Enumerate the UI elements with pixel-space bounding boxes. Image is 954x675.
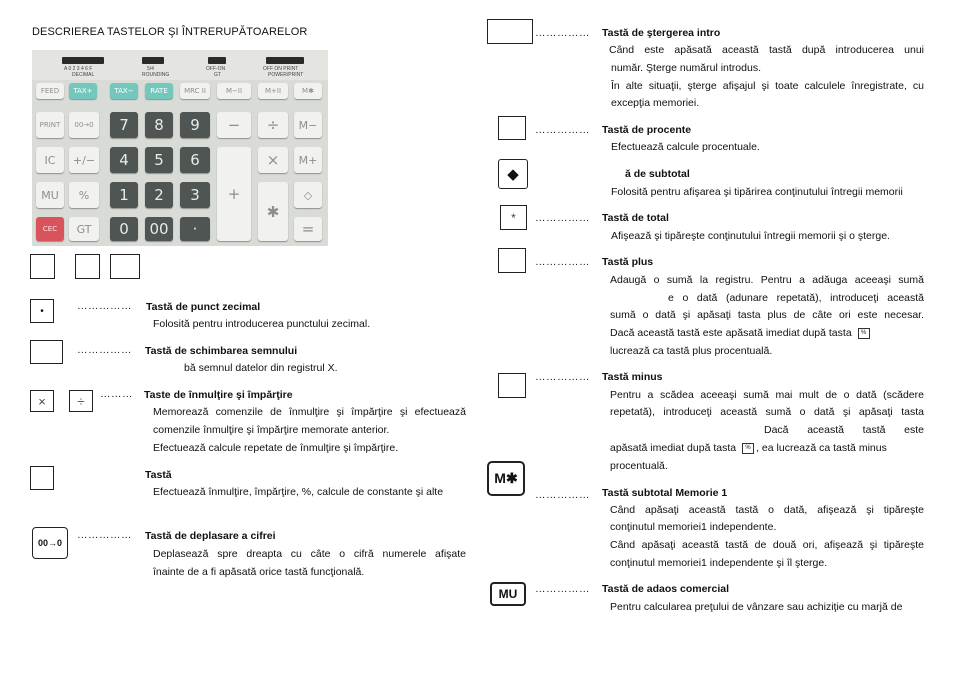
leader-dots: ……… <box>100 388 133 400</box>
total-star-key-icon: * <box>500 205 527 230</box>
multiply-divide-desc-3: Efectuează calcule repetate de înmulţire şi împărţire. <box>153 442 399 454</box>
key-box-blank-2 <box>75 254 100 279</box>
leader-dots: …………… <box>535 27 590 39</box>
key-m-star: M✱ <box>294 83 322 99</box>
digit-shift-title: Tastă de deplasare a cifrei <box>145 530 276 542</box>
power-print-switch-positions: OFF ON PRINT <box>263 66 299 72</box>
subtotal-diamond-key-icon: ◆ <box>498 159 528 189</box>
plus-desc-4: Dacă această tastă este apăsată imediat după tasta <box>610 327 852 339</box>
multiply-divide-desc-2: comenzile înmulţire şi împărţire memorate anterior. <box>153 424 390 436</box>
gt-switch <box>208 57 226 64</box>
decimal-point-desc: Folosită pentru introducerea punctului zecimal. <box>153 318 371 330</box>
minus-desc-4-line <box>610 439 924 457</box>
leader-dots: …………… <box>535 371 590 383</box>
markup-desc: Pentru calcularea preţului de vânzare sau achiziţie cu marjă de <box>610 601 903 613</box>
key-decimal-point: · <box>180 217 210 241</box>
memory-subtotal-desc-4: conţinutul memoriei1 independente şi îl şterge. <box>610 557 828 569</box>
clear-entry-desc-3: În alte situaţii, şterge afişajul şi toate calculele înregistrate, cu <box>611 80 924 92</box>
minus-desc-5: , ea lucrează ca tastă minus <box>756 442 887 454</box>
percent-small-key-icon: % <box>858 328 870 339</box>
decimal-point-key-icon: • <box>30 299 54 323</box>
key-tax-minus: TAX− <box>110 83 138 99</box>
subtotal-desc: Folosită pentru afişarea şi tipărirea conţinutului întregii memorii <box>611 186 903 198</box>
percent-title: Tastă de procente <box>602 124 692 136</box>
digit-shift-desc-2: înainte de a fi apăsată orice tastă funcţională. <box>153 566 365 578</box>
percent-desc: Efectuează calcule procentuale. <box>611 141 760 153</box>
minus-desc-1: Pentru a scădea aceeaşi sumă mai mult de o dată (scădere <box>610 389 924 401</box>
key-cec: CEC <box>36 217 64 241</box>
memory-subtotal-desc-2: conţinutul memoriei1 independente. <box>610 521 777 533</box>
mu-key-icon: MU <box>490 582 526 606</box>
leader-dots: …………… <box>535 256 590 268</box>
plus-key-icon <box>498 248 526 273</box>
plus-title: Tastă plus <box>602 256 654 268</box>
key-digit-shift: 00→0 <box>69 112 99 138</box>
key-m-minus: M− <box>294 112 322 138</box>
key-total-star: ✱ <box>258 182 288 241</box>
minus-desc-4: apăsată imediat după tasta <box>610 442 737 454</box>
leader-dots: …………… <box>535 583 590 595</box>
key-m-plus-ii: M+II <box>258 83 288 99</box>
markup-title: Tastă de adaos comercial <box>602 583 730 595</box>
minus-desc-2: repetată), introduceţi această sumă o dată şi apăsaţi tasta <box>610 406 924 418</box>
leader-dots: …………… <box>77 300 132 312</box>
key-sign-change: +/− <box>69 147 99 173</box>
equals-key-icon <box>30 466 54 490</box>
divide-key-icon: ÷ <box>69 390 93 412</box>
sign-change-title: Tastă de schimbarea semnului <box>145 345 298 357</box>
multiply-divide-desc-1: Memorează comenzile de înmulţire şi împărţire şi efectuează <box>153 406 466 418</box>
key-6: 6 <box>180 147 210 173</box>
key-gt: GT <box>69 217 99 241</box>
total-title: Tastă de total <box>602 212 669 224</box>
rounding-switch <box>142 57 164 64</box>
key-box-blank-3 <box>110 254 140 279</box>
plus-desc-2: e o dată (adunare repetată), introduceţi această <box>668 292 924 304</box>
plus-desc-4-line <box>610 324 872 342</box>
sign-change-key-icon <box>30 340 63 364</box>
rounding-switch-label: ROUNDING <box>142 72 170 78</box>
decimal-switch-label: DECIMAL <box>72 72 95 78</box>
decimal-switch <box>62 57 104 64</box>
plus-desc-1: Adaugă o sumă la registru. Pentru a adăuga aceeaşi sumă <box>610 274 924 286</box>
key-5: 5 <box>145 147 173 173</box>
key-percent: % <box>69 182 99 208</box>
plus-desc-3: sumă o dată şi apăsaţi tasta plus de câte ori este necesar. <box>610 309 924 321</box>
key-2: 2 <box>145 182 173 208</box>
calculator-image <box>32 50 328 246</box>
key-m-plus: M+ <box>294 147 322 173</box>
key-minus: − <box>217 112 251 138</box>
clear-entry-desc-1: Când este apăsată această tastă după introducerea unui <box>609 44 924 56</box>
clear-entry-title: Tastă de ştergerea intro <box>602 27 721 39</box>
key-0: 0 <box>110 217 138 241</box>
key-3: 3 <box>180 182 210 208</box>
key-subtotal-diamond: ◇ <box>294 182 322 208</box>
leader-dots: …………… <box>77 529 132 541</box>
minus-desc-3: Dacă această tastă este <box>764 424 924 436</box>
key-00: 00 <box>145 217 173 241</box>
key-mrc-ii: MRC II <box>180 83 210 99</box>
key-ic: IC <box>36 147 64 173</box>
percent-small-key-icon: % <box>742 443 754 454</box>
equals-title: Tastă <box>145 469 172 481</box>
leader-dots: …………… <box>535 212 590 224</box>
multiply-divide-title: Taste de înmulţire şi împărţire <box>144 389 293 401</box>
key-1: 1 <box>110 182 138 208</box>
key-box-blank-1 <box>30 254 55 279</box>
key-tax-plus: TAX+ <box>69 83 97 99</box>
leader-dots: …………… <box>77 344 132 356</box>
decimal-point-title: Tastă de punct zecimal <box>146 301 261 313</box>
gt-switch-label: GT <box>214 72 221 78</box>
gt-switch-positions: OFF-ON <box>206 66 226 72</box>
key-multiply: × <box>258 147 288 173</box>
minus-desc-6: procentuală. <box>610 460 668 472</box>
clear-entry-desc-4: excepţia memoriei. <box>611 97 700 109</box>
leader-dots: …………… <box>535 124 590 136</box>
power-print-switch <box>266 57 304 64</box>
sign-change-desc: bă semnul datelor din registrul X. <box>184 362 338 374</box>
key-4: 4 <box>110 147 138 173</box>
subtotal-title: ă de subtotal <box>625 168 690 180</box>
key-equals: = <box>294 217 322 241</box>
key-8: 8 <box>145 112 173 138</box>
clear-entry-desc-2: număr. Şterge numărul introdus. <box>611 62 761 74</box>
key-feed: FEED <box>36 83 64 99</box>
key-divide: ÷ <box>258 112 288 138</box>
key-print: PRINT <box>36 112 64 138</box>
digit-shift-key-icon: 00→0 <box>32 527 68 559</box>
decimal-switch-positions: A 0 2 3 4 6 F <box>64 66 93 72</box>
clear-entry-key-icon <box>487 19 533 44</box>
memory-subtotal-title: Tastă subtotal Memorie 1 <box>602 487 728 499</box>
digit-shift-desc-1: Deplasează spre dreapta cu câte o cifră numerele afişate <box>153 548 466 560</box>
multiply-key-icon: × <box>30 390 54 412</box>
key-plus: + <box>217 147 251 241</box>
total-desc: Afişează şi tipăreşte conţinutului întregii memorii şi o şterge. <box>611 230 890 242</box>
page-title: DESCRIEREA TASTELOR ŞI ÎNTRERUPĂTOARELOR <box>32 26 308 38</box>
memory-subtotal-desc-1: Când apăsaţi această tastă o dată, afişează şi tipăreşte <box>610 504 924 516</box>
equals-desc: Efectuează înmulţire, împărţire, %, calcule de constante şi alte <box>153 486 444 498</box>
key-9: 9 <box>180 112 210 138</box>
power-print-switch-label: POWER/PRINT <box>268 72 304 78</box>
plus-desc-5: lucrează ca tastă plus procentuală. <box>610 345 773 357</box>
key-rate: RATE <box>145 83 173 99</box>
minus-title: Tastă minus <box>602 371 663 383</box>
leader-dots: …………… <box>535 489 590 501</box>
memory-subtotal-desc-3: Când apăsaţi această tastă de două ori, afişează şi tipăreşte <box>610 539 924 551</box>
key-mu: MU <box>36 182 64 208</box>
minus-key-icon <box>498 373 526 398</box>
percent-key-icon <box>498 116 526 140</box>
rounding-switch-positions: 5/4 <box>147 66 154 72</box>
key-m-minus-ii: M−II <box>217 83 251 99</box>
m-star-key-icon: M✱ <box>487 461 525 496</box>
key-7: 7 <box>110 112 138 138</box>
